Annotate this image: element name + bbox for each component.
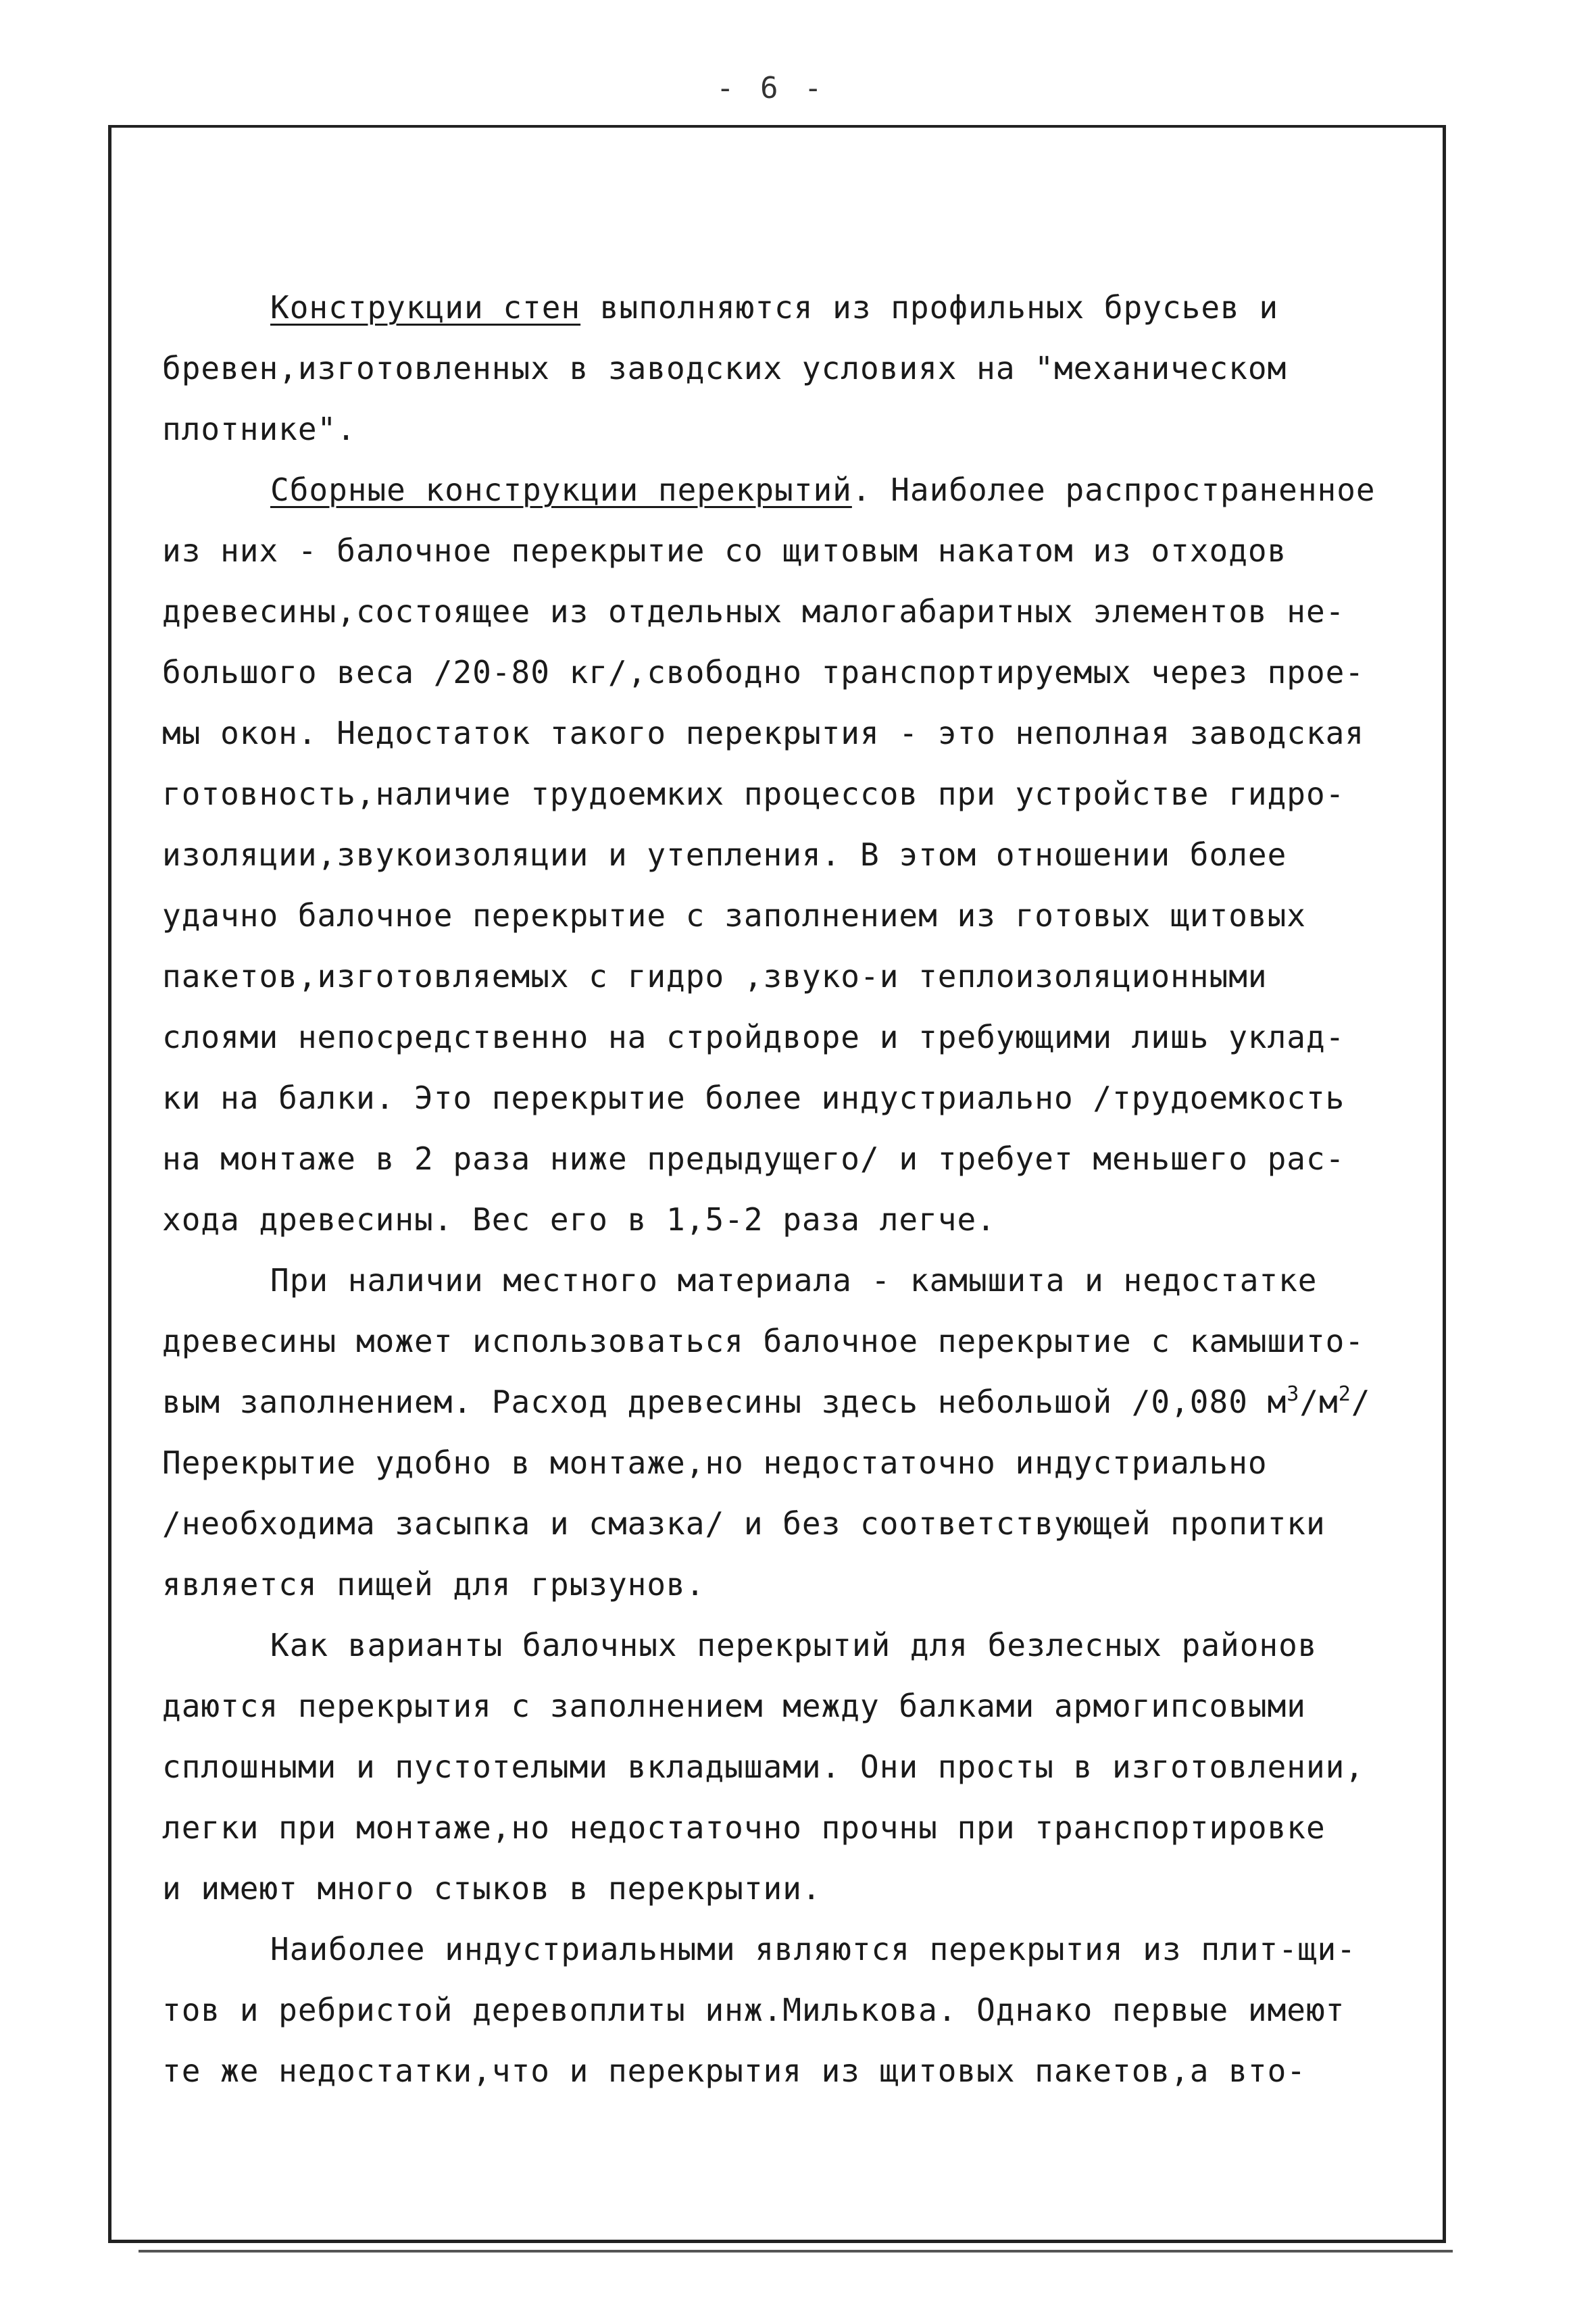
text-segment: древесины,состоящее из отдельных малогабаритных элементов не- [162, 593, 1345, 630]
text-segment: выполняются из профильных брусьев и [580, 289, 1279, 326]
text-segment: /м [1299, 1384, 1339, 1420]
text-line [162, 1797, 1446, 1858]
underlined-heading: Сборные конструкции перекрытий [270, 472, 852, 508]
text-line [162, 1980, 1446, 2040]
text-segment: изоляции,звукоизоляции и утепления. В этом отношении более [162, 836, 1287, 873]
text-segment: тов и ребристой деревоплиты инж.Милькова. Однако первые имеют [162, 1992, 1345, 2028]
text-line [162, 763, 1446, 824]
text-segment: Как варианты балочных перекрытий для безлесных районов [270, 1627, 1318, 1663]
text-segment: те же недостатки,что и перекрытия из щитовых пакетов,а вто- [162, 2053, 1306, 2089]
text-segment: Перекрытие удобно в монтаже,но недостаточно индустриально [162, 1444, 1268, 1481]
text-line [162, 1067, 1446, 1128]
text-segment: удачно балочное перекрытие с заполнением из готовых щитовых [162, 897, 1306, 934]
text-line [162, 642, 1446, 703]
page-number: - 6 - [716, 71, 826, 105]
text-line [162, 1250, 1446, 1311]
text-line [162, 1189, 1446, 1250]
text-line [162, 1128, 1446, 1189]
text-segment: большого веса /20-80 кг/,свободно транспортируемых через прое- [162, 654, 1365, 690]
text-segment: из них - балочное перекрытие со щитовым накатом из отходов [162, 532, 1287, 569]
text-segment: /необходима засыпка и смазка/ и без соответствующей пропитки [162, 1505, 1326, 1542]
text-segment: пакетов,изготовляемых с гидро ,звуко-и теплоизоляционными [162, 958, 1268, 995]
text-line [162, 1554, 1446, 1615]
text-line [162, 703, 1446, 763]
text-line [162, 1736, 1446, 1797]
text-line [162, 520, 1446, 581]
frame-bottom-line [139, 2250, 1453, 2253]
text-line [162, 1007, 1446, 1067]
text-segment: даются перекрытия с заполнением между балками армогипсовыми [162, 1688, 1306, 1724]
text-segment: и имеют много стыков в перекрытии. [162, 1870, 822, 1907]
underlined-heading: Конструкции стен [270, 289, 581, 326]
text-line [162, 1676, 1446, 1736]
text-line [162, 1432, 1446, 1493]
text-line [162, 946, 1446, 1007]
text-segment: сплошными и пустотелыми вкладышами. Они просты в изготовлении, [162, 1749, 1365, 1785]
text-line [162, 2040, 1446, 2101]
text-segment: является пищей для грызунов. [162, 1566, 705, 1603]
text-segment: плотнике". [162, 411, 356, 447]
text-line [162, 1493, 1446, 1554]
text-line [162, 824, 1446, 885]
text-line [162, 277, 1446, 338]
text-segment: мы окон. Недостаток такого перекрытия - это неполная заводская [162, 715, 1365, 751]
text-segment: на монтаже в 2 раза ниже предыдущего/ и требует меньшего рас- [162, 1140, 1345, 1177]
text-segment: / [1351, 1384, 1371, 1420]
text-line [162, 1372, 1446, 1432]
superscript: 2 [1338, 1382, 1351, 1406]
text-segment: . Наиболее распространенное [851, 472, 1376, 508]
text-line [162, 1858, 1446, 1919]
text-line [162, 1919, 1446, 1980]
superscript: 3 [1287, 1382, 1300, 1406]
text-line [162, 338, 1446, 399]
text-line [162, 459, 1446, 520]
text-line [162, 399, 1446, 459]
text-segment: готовность,наличие трудоемких процессов при устройстве гидро- [162, 776, 1345, 812]
text-segment: хода древесины. Вес его в 1,5-2 раза легче. [162, 1201, 996, 1238]
text-segment: древесины может использоваться балочное перекрытие с камышито- [162, 1323, 1365, 1359]
text-line [162, 1615, 1446, 1676]
text-line [162, 1311, 1446, 1372]
text-segment: вым заполнением. Расход древесины здесь небольшой /0,080 м [162, 1384, 1287, 1420]
text-segment: При наличии местного материала - камышита и недостатке [270, 1262, 1318, 1299]
text-segment: слоями непосредственно на стройдворе и требующими лишь уклад- [162, 1019, 1345, 1055]
text-segment: легки при монтаже,но недостаточно прочны при транспортировке [162, 1809, 1326, 1846]
text-line [162, 581, 1446, 642]
text-segment: Наиболее индустриальными являются перекрытия из плит-щи- [270, 1931, 1356, 1967]
text-segment: ки на балки. Это перекрытие более индустриально /трудоемкость [162, 1080, 1345, 1116]
document-body [162, 277, 1446, 2101]
text-segment: бревен,изготовленных в заводских условиях на "механическом [162, 350, 1287, 386]
text-line [162, 885, 1446, 946]
